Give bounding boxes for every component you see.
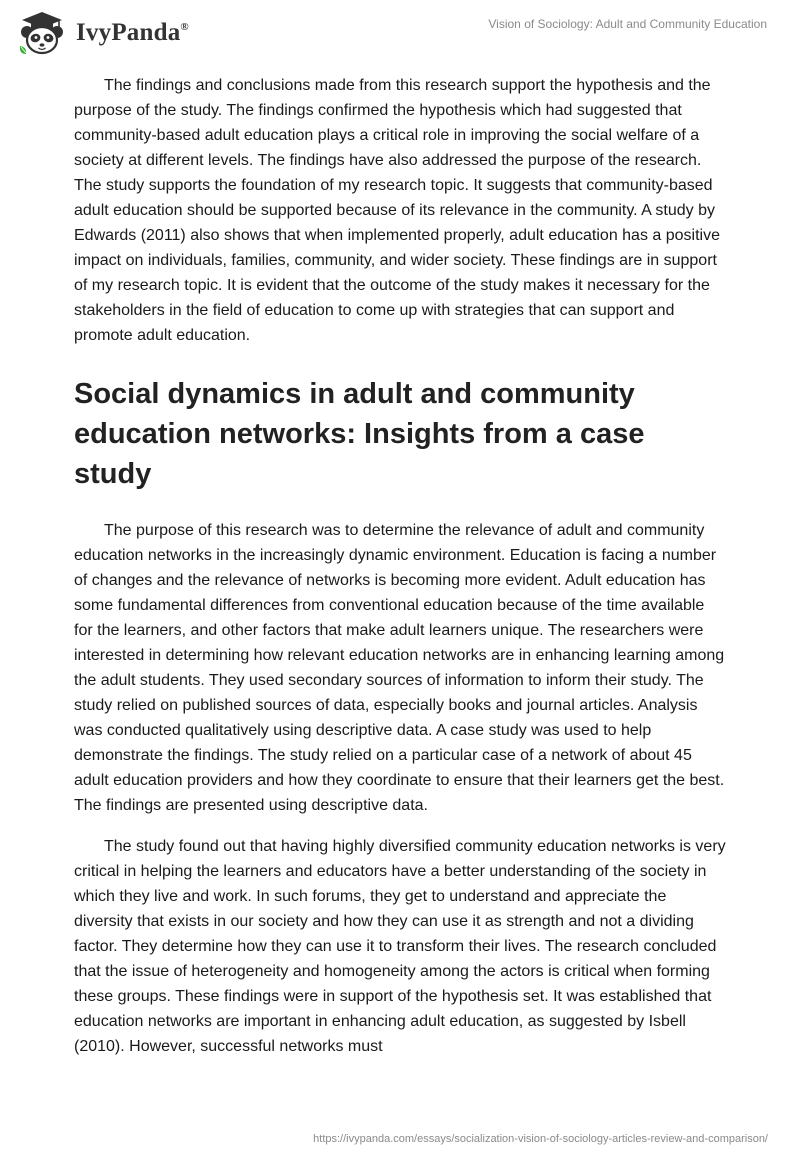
source-url[interactable]: https://ivypanda.com/essays/socialization-vision-of-sociology-articles-review-and-comparison/ — [313, 1133, 768, 1145]
brand-name: IvyPanda® — [76, 19, 189, 46]
ivypanda-logo[interactable] — [16, 10, 189, 56]
section-heading: Social dynamics in adult and community education networks: Insights from a case study — [74, 378, 645, 490]
paragraph-findings-conclusions: The findings and conclusions made from this research support the hypothesis and the purpose of the study. The findings confirmed the hypothesis which had suggested that community-based adult education plays a critical role in improving the social welfare of a society at different levels. The findings have also addressed the purpose of the research. The study supports the foundation of my research topic. It suggests that community-based adult education should be supported because of its relevance in the community. A study by Edwards (2011) also shows that when implemented properly, adult education has a positive impact on individuals, families, community, and wider society. These findings are in support of my research topic. It is evident that the outcome of the study makes it necessary for the stakeholders in the field of education to come up with strategies that can support and promote adult education. — [74, 77, 720, 344]
paragraph-research-purpose: The purpose of this research was to determine the relevance of adult and community education networks in the increasingly dynamic environment. Education is facing a number of changes and the relevance of networks is becoming more evident. Adult education has some fundamental differences from conventional education because of the time available for the learners, and other factors that make adult learners unique. The researchers were interested in determining how relevant education networks are in enhancing learning among the adult students. They used secondary sources of information to inform their study. The study relied on published sources of data, especially books and journal articles. Analysis was conducted qualitatively using descriptive data. A case study was used to help demonstrate the findings. The study relied on a particular case of a network of about 45 adult education providers and how they coordinate to ensure that their learners get the best. The findings are presented using descriptive data. — [74, 522, 725, 814]
essay-content — [74, 73, 726, 1059]
paragraph-study-findings: The study found out that having highly diversified community education networks is very critical in helping the learners and educators have a better understanding of the society in which they live and work. In such forums, they get to understand and appreciate the diversity that exists in our society and how they can use it as strength and not a dividing factor. They determine how they can use it to transform their lives. The research concluded that the issue of heterogeneity and homogeneity among the actors is critical when forming these groups. These findings were in support of the hypothesis set. It was established that education networks are important in enhancing adult education, as suggested by Isbell (2010). However, successful networks must — [74, 838, 726, 1055]
page-header — [0, 0, 800, 70]
trademark-symbol: ® — [180, 21, 189, 33]
running-title: Vision of Sociology: Adult and Community Education — [488, 17, 767, 31]
panda-mascot-icon — [16, 10, 68, 56]
